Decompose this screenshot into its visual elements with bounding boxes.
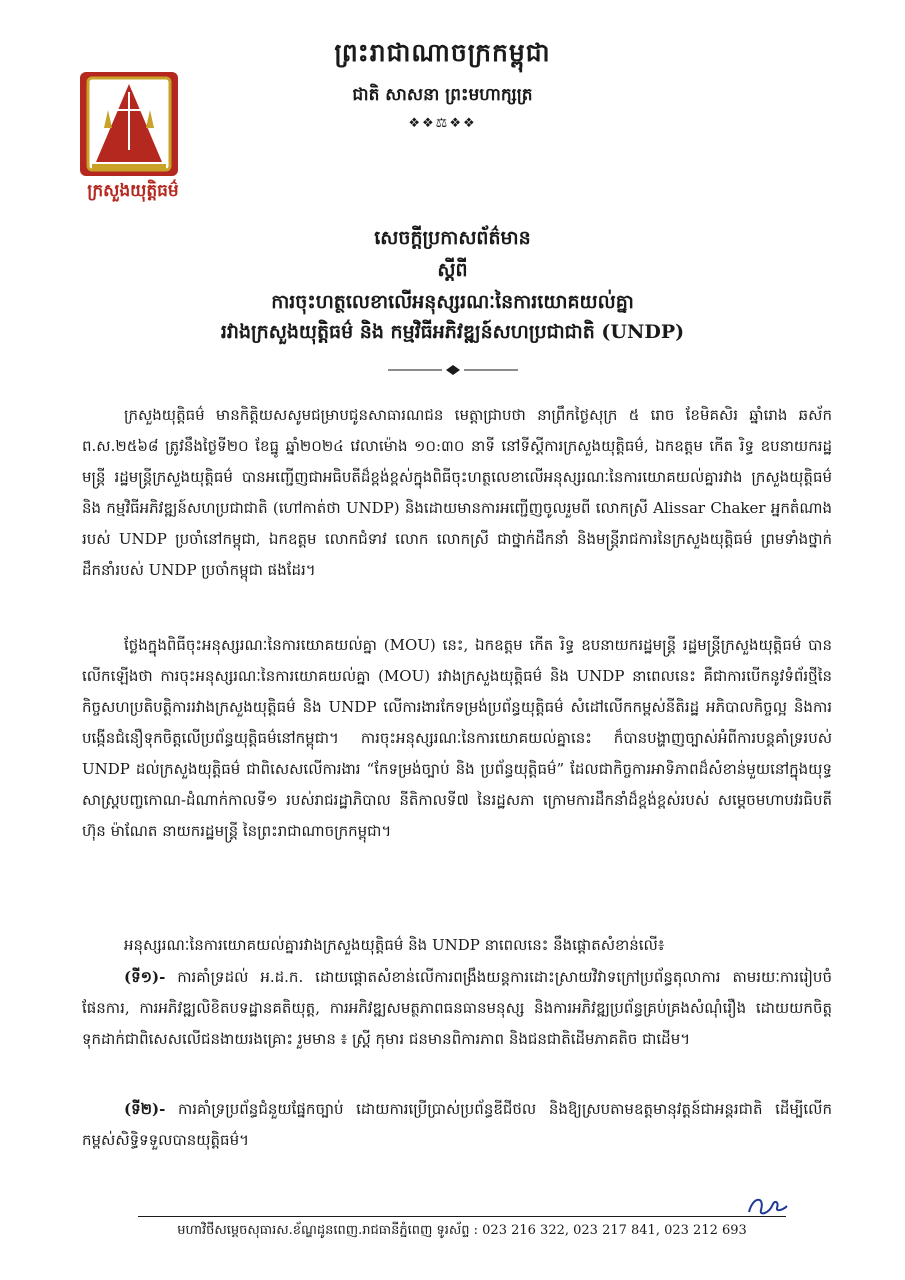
title-press-release: សេចក្តីប្រកាសព័ត៌មាន [374, 227, 531, 249]
paragraph-text: អនុស្សរណៈនៃការយោគយល់គ្នារវាងក្រសួងយុត្តិធម៌ និង UNDP នាពេលនេះ នឹងផ្តោតសំខាន់លើ៖ [124, 936, 665, 954]
item-text: ការគាំទ្រដល់ អ.ដ.ក. ដោយផ្តោតសំខាន់លើការពង្រឹងយន្តការដោះស្រាយវិវាទក្រៅប្រព័ន្ធតុលាការ តាមរយៈការរៀបចំផែនការ, ការអភិវឌ្ឍលិខិតបទដ្ឋានគតិយុត្ត, ការអភិវឌ្ឍសមត្ថភាពធនធានមនុស្ស និងការអភិវឌ្ឍប្រព័ន្ធគ្រប់គ្រងសំណុំរឿង ដោយយកចិត្តទុកដាក់ជាពិសេសលើជនងាយរងគ្រោះ រួមមាន ៖ ស្ត្រី កុមារ ជនមានពិការភាព និងជនជាតិដើមភាគតិច ជាដើម។ [82, 968, 832, 1048]
footer-address: មហាវិថីសម្តេចសុធារស.ខ័ណ្ឌដូនពេញ.រាជធានីភ្នំពេញ ទូរស័ព្ទ : 023 216 322, 023 217 841, 023 212 693 [177, 1223, 747, 1238]
title-parties: រវាងក្រសួងយុត្តិធម៌ និង កម្មវិធីអភិវឌ្ឍន៍សហប្រជាជាតិ (UNDP) [220, 321, 685, 343]
title-subject: ការចុះហត្ថលេខាលើអនុស្សរណៈនៃការយោគយល់គ្នា [271, 291, 634, 313]
body-paragraph-3 [82, 930, 832, 962]
footer-divider [138, 1216, 786, 1217]
kingdom-heading: ព្រះរាជាណាចក្រកម្ពុជា [334, 38, 551, 67]
paragraph-text: ក្រសួងយុត្តិធម៌ មានកិត្តិយសសូមជម្រាបជូនសាធារណជន មេត្តាជ្រាបថា នាព្រឹកថ្ងៃសុក្រ ៥ រោច ខែមិគសិរ ឆ្នាំរោង ឆស័ក ព.ស.២៥៦៨ ត្រូវនឹងថ្ងៃទី២០ ខែធ្នូ ឆ្នាំ២០២៤ វេលាម៉ោង ១០:៣០ នាទី នៅទីស្តីការក្រសួងយុត្តិធម៌, ឯកឧត្តម កើត រិទ្ធ ឧបនាយករដ្ឋមន្ត្រី រដ្ឋមន្ត្រីក្រសួងយុត្តិធម៌ បានអញ្ជើញជាអធិបតីដ៏ខ្ពង់ខ្ពស់ក្នុងពិធីចុះហត្ថលេខាលើអនុស្សរណៈនៃការយោគយល់គ្នារវាង ក្រសួងយុត្តិធម៌ និង កម្មវិធីអភិវឌ្ឍន៍សហប្រជាជាតិ (ហៅកាត់ថា UNDP) និងដោយមានការអញ្ជើញចូលរួមពី លោកស្រី Alissar Chaker អ្នកតំណាងរបស់ UNDP ប្រចាំនៅកម្ពុជា, ឯកឧត្តម លោកជំទាវ លោក លោកស្រី ជាថ្នាក់ដឹកនាំ និងមន្ត្រីរាជការនៃក្រសួងយុត្តិធម៌ ព្រមទាំងថ្នាក់ដឹកនាំរបស់ UNDP ប្រចាំកម្ពុជា ផងដែរ។ [82, 406, 832, 579]
ministry-emblem-icon [78, 70, 180, 178]
item-text: ការគាំទ្រប្រព័ន្ធជំនួយផ្នែកច្បាប់ ដោយការប្រើប្រាស់ប្រព័ន្ធឌីជីថល និងឱ្យស្របតាមឧត្តមានុវត្តន៍ជាអន្តរជាតិ ដើម្បីលើកកម្ពស់សិទ្ធិទទួលបានយុត្តិធម៌។ [82, 1100, 832, 1149]
body-paragraph-1 [82, 400, 832, 630]
list-item [82, 962, 832, 1055]
item-label: (ទី២)- [124, 1100, 166, 1118]
header-ornament: ❖❖⚖❖❖ [408, 116, 477, 131]
item-label: (ទី១)- [124, 968, 166, 986]
list-item [82, 1094, 832, 1156]
focus-item-2 [82, 1094, 832, 1156]
title-divider [388, 364, 518, 376]
ministry-caption: ក្រសួងយុត្តិធម៌ [87, 181, 179, 201]
paragraph-text: ថ្លែងក្នុងពិធីចុះអនុស្សរណៈនៃការយោគយល់គ្នា (MOU) នេះ, ឯកឧត្តម កើត រិទ្ធ ឧបនាយករដ្ឋមន្ត្រី រដ្ឋមន្ត្រីក្រសួងយុត្តិធម៌ បានលើកឡើងថា ការចុះអនុស្សរណៈនៃការយោគយល់គ្នា (MOU) រវាងក្រសួងយុត្តិធម៌ និង UNDP នាពេលនេះ គឺជាការបើកនូវទំព័រថ្មីនៃកិច្ចសហប្រតិបត្តិការរវាងក្រសួងយុត្តិធម៌ និង UNDP លើការងារកែទម្រង់ប្រព័ន្ធយុត្តិធម៌ សំដៅលើកកម្ពស់នីតិរដ្ឋ អភិបាលកិច្ចល្អ និងការបង្កើនជំនឿទុកចិត្តលើប្រព័ន្ធយុត្តិធម៌នៅកម្ពុជា។ ការចុះអនុស្សរណៈនៃការយោគយល់គ្នានេះ ក៏បានបង្ហាញច្បាស់អំពីការបន្តគាំទ្ររបស់ UNDP ដល់ក្រសួងយុត្តិធម៌ ជាពិសេសលើការងារ “កែទម្រង់ច្បាប់ និង ប្រព័ន្ធយុត្តិធម៌” ដែលជាកិច្ចការអាទិភាពដ៏សំខាន់មួយនៅក្នុងយុទ្ធសាស្ត្របញ្ចកោណ-ដំណាក់កាលទី១ របស់រាជរដ្ឋាភិបាល នីតិកាលទី៧ នៃរដ្ឋសភា ក្រោមការដឹកនាំដ៏ខ្ពង់ខ្ពស់របស់ សម្តេចមហាបវរធិបតី ហ៊ុន ម៉ាណែត នាយករដ្ឋមន្ត្រី នៃព្រះរាជាណាចក្រកម្ពុជា។ [82, 636, 832, 840]
national-motto: ជាតិ សាសនា ព្រះមហាក្សត្រ [352, 85, 533, 105]
body-paragraph-2 [82, 630, 832, 930]
title-regarding: ស្តីពី [437, 259, 468, 281]
focus-item-1 [82, 962, 832, 1088]
